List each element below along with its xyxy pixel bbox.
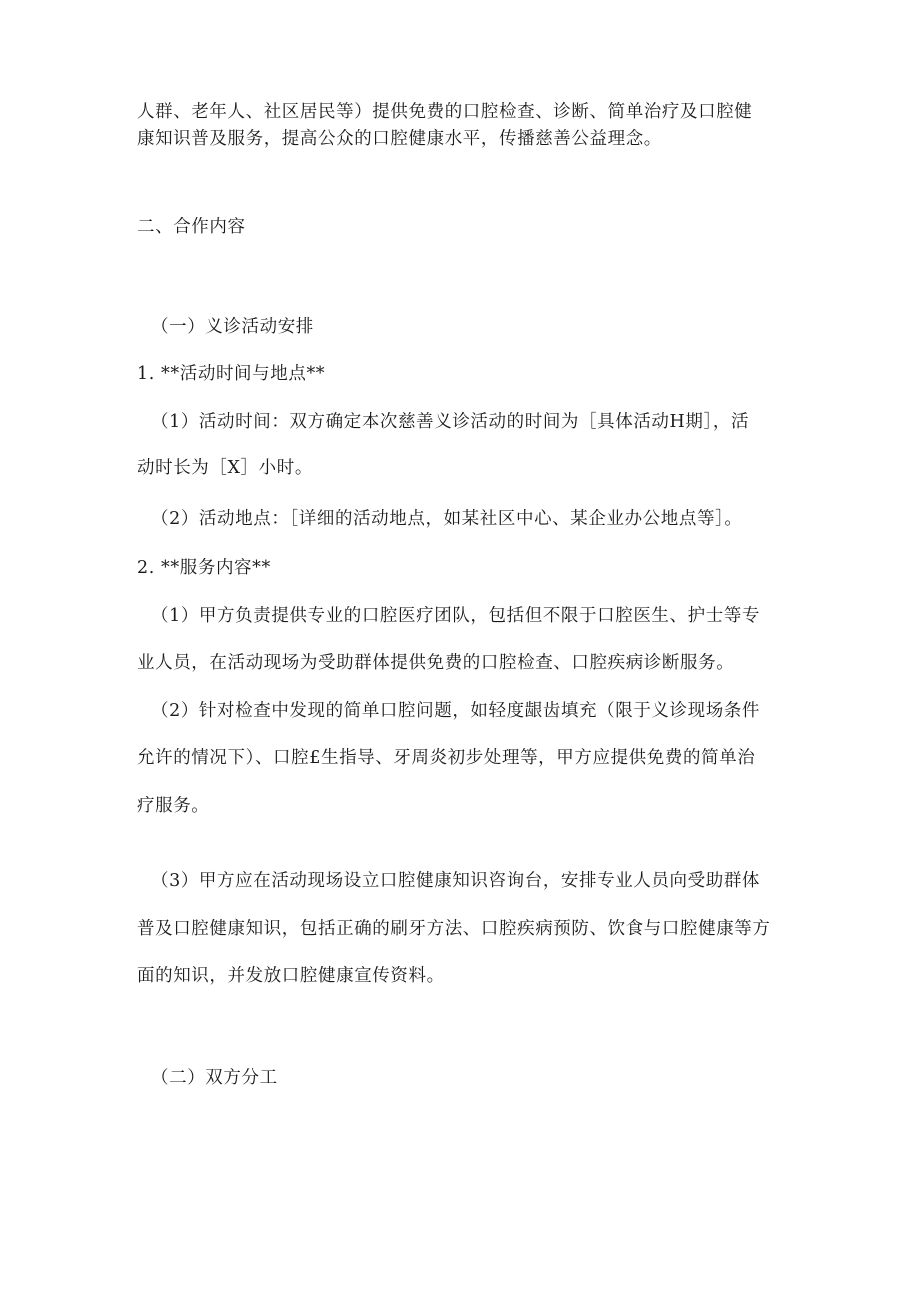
intro-line-1: 人群、老年人、社区居民等）提供免费的口腔检查、诊断、简单治疗及口腔健 [137, 102, 753, 122]
item-1-title: 1. **活动时间与地点** [137, 364, 326, 384]
subsection-2-heading: （二）双方分工 [151, 1068, 278, 1088]
item-1-p1-line-2: 动时长为［X］小时。 [137, 458, 313, 478]
section-heading: 二、合作内容 [137, 217, 246, 237]
item-2-p3-line-1: （3）甲方应在活动现场设立口腔健康知识咨询台，安排专业人员向受助群体 [151, 871, 761, 891]
item-2-p2-line-1: （2）针对检查中发现的简单口腔问题，如轻度龈齿填充（限于义诊现场条件 [151, 701, 761, 721]
item-2-p3-line-3: 面的知识，并发放口腔健康宣传资料。 [137, 966, 445, 986]
item-2-p3-line-2: 普及口腔健康知识，包括正确的刷牙方法、口腔疾病预防、饮食与口腔健康等方 [137, 919, 771, 939]
intro-line-2: 康知识普及服务，提高公众的口腔健康水平，传播慈善公益理念。 [137, 129, 662, 149]
item-2-title: 2. **服务内容** [137, 558, 271, 578]
item-2-p1-line-1: （1）甲方负责提供专业的口腔医疗团队，包括但不限于口腔医生、护士等专 [151, 606, 761, 626]
item-2-p2-line-2: 允许的情况下）、口腔£生指导、牙周炎初步处理等，甲方应提供免费的简单治 [137, 748, 756, 768]
item-1-p2: （2）活动地点：［详细的活动地点，如某社区中心、某企业办公地点等］。 [151, 509, 743, 529]
item-1-p1-line-1: （1）活动时间：双方确定本次慈善义诊活动的时间为［具体活动H期］，活 [151, 412, 750, 432]
item-2-p1-line-2: 业人员，在活动现场为受助群体提供免费的口腔检查、口腔疾病诊断服务。 [137, 653, 735, 673]
item-2-p2-line-3: 疗服务。 [137, 796, 210, 816]
subsection-1-heading: （一）义诊活动安排 [151, 317, 314, 337]
